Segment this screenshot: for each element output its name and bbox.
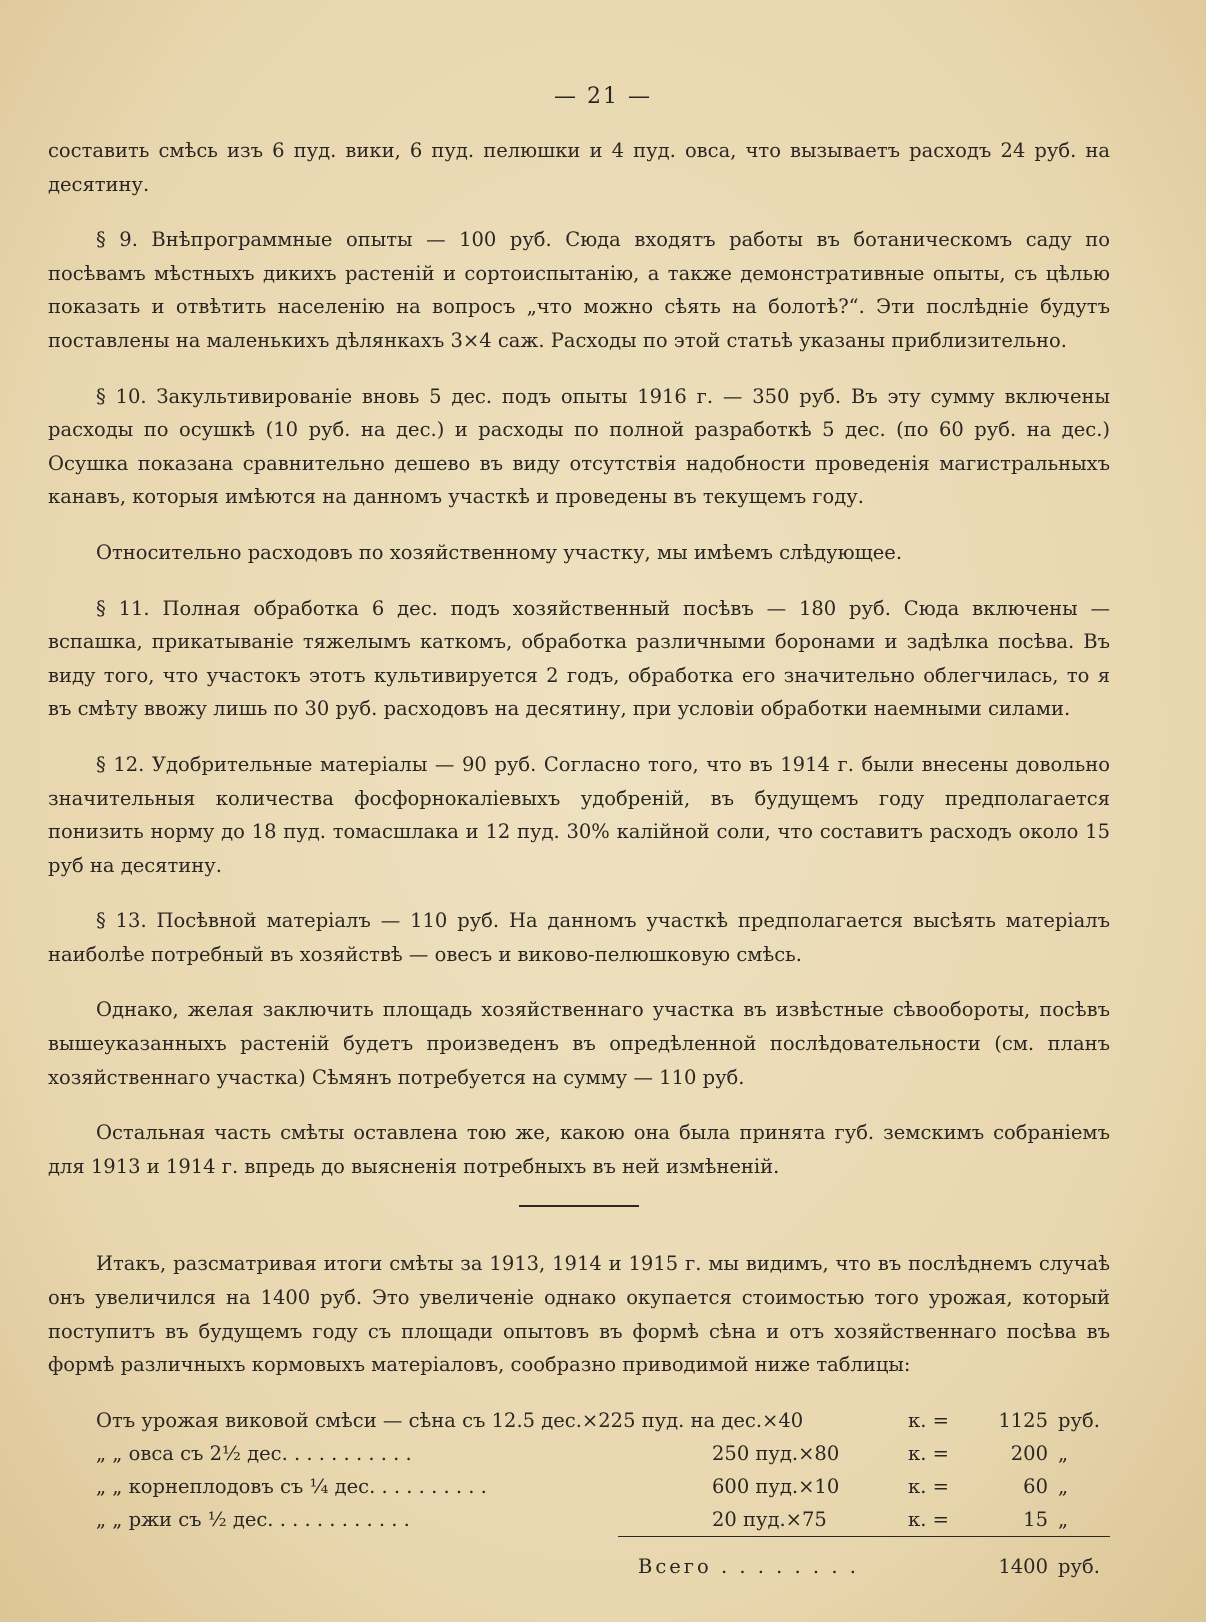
total-sum: 1400 xyxy=(998,1554,1048,1578)
table-cell-price: к. = xyxy=(908,1408,949,1432)
table-cell-unit: „ xyxy=(1058,1441,1069,1465)
table-cell-desc: „ „ овса съ 2½ дес. . . . . . . . . . . xyxy=(96,1441,412,1465)
paragraph: Относительно расходовъ по хозяйственному участку, мы имѣемъ слѣдующее. xyxy=(96,540,903,564)
paragraph-section-10: § 10. Закультивированіе вновь 5 дес. подъ опыты 1916 г. — 350 руб. Въ эту сумму включены расходы по осушкѣ (10 руб. на дес.) и расходы по полной разработкѣ 5 дес. (по 60 руб. на дес.) Осушка показана сравнительно дешево въ виду отсутствія надобности проведенія магистральныхъ канавъ, которыя имѣются на данномъ участкѣ и проведены въ текущемъ году. xyxy=(48,384,1110,509)
total-unit: руб. xyxy=(1058,1554,1100,1578)
table-row xyxy=(48,1404,1110,1437)
paragraph: составить смѣсь изъ 6 пуд. вики, 6 пуд. пелюшки и 4 пуд. овса, что вызываетъ расходъ 24 руб. на десятину. xyxy=(48,139,1110,196)
page-number: — 21 — xyxy=(554,84,652,109)
paragraph-summary: Итакъ, разсматривая итоги смѣты за 1913, 1914 и 1915 г. мы видимъ, что въ послѣднемъ случаѣ онъ увеличился на 1400 руб. Это увеличеніе однако окупается стоимостью того урожая, который поступитъ въ будущемъ году съ площади опытовъ въ формѣ сѣна и отъ хозяйственнаго посѣва въ формѣ различныхъ кормовыхъ матеріаловъ, сообразно приводимой ниже таблицы: xyxy=(48,1252,1110,1377)
table-cell-unit: руб. xyxy=(1058,1408,1100,1432)
table-cell-unit: „ xyxy=(1058,1474,1069,1498)
table-row xyxy=(48,1503,1110,1536)
document-body xyxy=(48,134,1110,1576)
paragraph-section-9: § 9. Внѣпрограммные опыты — 100 руб. Сюда входятъ работы въ ботаническомъ саду по посѣвамъ мѣстныхъ дикихъ растеній и сортоиспытанію, а также демонстративные опыты, съ цѣлью показать и отвѣтить населенію на вопросъ „что можно сѣять на болотѣ?“. Эти послѣдніе будутъ поставлены на маленькихъ дѣлянкахъ 3×4 саж. Расходы по этой статьѣ указаны приблизительно. xyxy=(48,228,1110,352)
table-total-row xyxy=(48,1536,1110,1576)
table-cell-qty: 600 пуд.×10 xyxy=(712,1474,840,1498)
table-cell-desc: „ „ ржи съ ½ дес. . . . . . . . . . . . xyxy=(96,1507,410,1531)
table-cell-sum: 200 xyxy=(1010,1441,1048,1465)
table-row xyxy=(48,1437,1110,1470)
paragraph-section-13: § 13. Посѣвной матеріалъ — 110 руб. На данномъ участкѣ предполагается высѣять матеріалъ наиболѣе потребный въ хозяйствѣ — овесъ и виково-пелюшковую смѣсь. xyxy=(48,909,1110,966)
table-cell-qty: 20 пуд.×75 xyxy=(712,1507,827,1531)
paragraph: Однако, желая заключить площадь хозяйственнаго участка въ извѣстные сѣвообороты, посѣвъ вышеуказанныхъ растеній будетъ произведенъ въ опредѣленной послѣдовательности (см. планъ хозяйственнаго участка) Сѣмянъ потребуется на сумму — 110 руб. xyxy=(48,998,1110,1089)
table-cell-price: к. = xyxy=(908,1441,949,1465)
yield-table xyxy=(48,1404,1110,1576)
section-divider xyxy=(519,1205,639,1207)
table-cell-qty: 250 пуд.×80 xyxy=(712,1441,840,1465)
paragraph-section-11: § 11. Полная обработка 6 дес. подъ хозяйственный посѣвъ — 180 руб. Сюда включены — вспашка, прикатываніе тяжелымъ каткомъ, обработка различными боронами и задѣлка посѣва. Въ виду того, что участокъ этотъ культивируется 2 годъ, обработка его значительно облегчилась, то я въ смѣту ввожу лишь по 30 руб. расходовъ на десятину, при условіи обработки наемными силами. xyxy=(48,596,1110,721)
table-cell-sum: 1125 xyxy=(998,1408,1048,1432)
paragraph-section-12: § 12. Удобрительные матеріалы — 90 руб. Согласно того, что въ 1914 г. были внесены довольно значительныя количества фосфорнокаліевыхъ удобреній, въ будущемъ году предполагается понизить норму до 18 пуд. томасшлака и 12 пуд. 30% калійной соли, что составитъ расходъ около 15 руб на десятину. xyxy=(48,752,1110,877)
table-cell-desc: Отъ урожая виковой смѣси — сѣна съ 12.5 дес.×225 пуд. на дес.×40 xyxy=(96,1408,804,1432)
total-label: Всего . . . . . . . . xyxy=(638,1554,859,1578)
table-cell-price: к. = xyxy=(908,1507,949,1531)
paragraph: Остальная часть смѣты оставлена тою же, какою она была принята губ. земскимъ собраніемъ для 1913 и 1914 г. впредь до выясненія потребныхъ въ ней измѣненій. xyxy=(48,1121,1110,1178)
table-cell-sum: 15 xyxy=(1023,1507,1048,1531)
table-cell-unit: „ xyxy=(1058,1507,1069,1531)
table-row xyxy=(48,1470,1110,1503)
table-cell-price: к. = xyxy=(908,1474,949,1498)
table-cell-desc: „ „ корнеплодовъ съ ¼ дес. . . . . . . . . . xyxy=(96,1474,487,1498)
table-cell-sum: 60 xyxy=(1023,1474,1048,1498)
